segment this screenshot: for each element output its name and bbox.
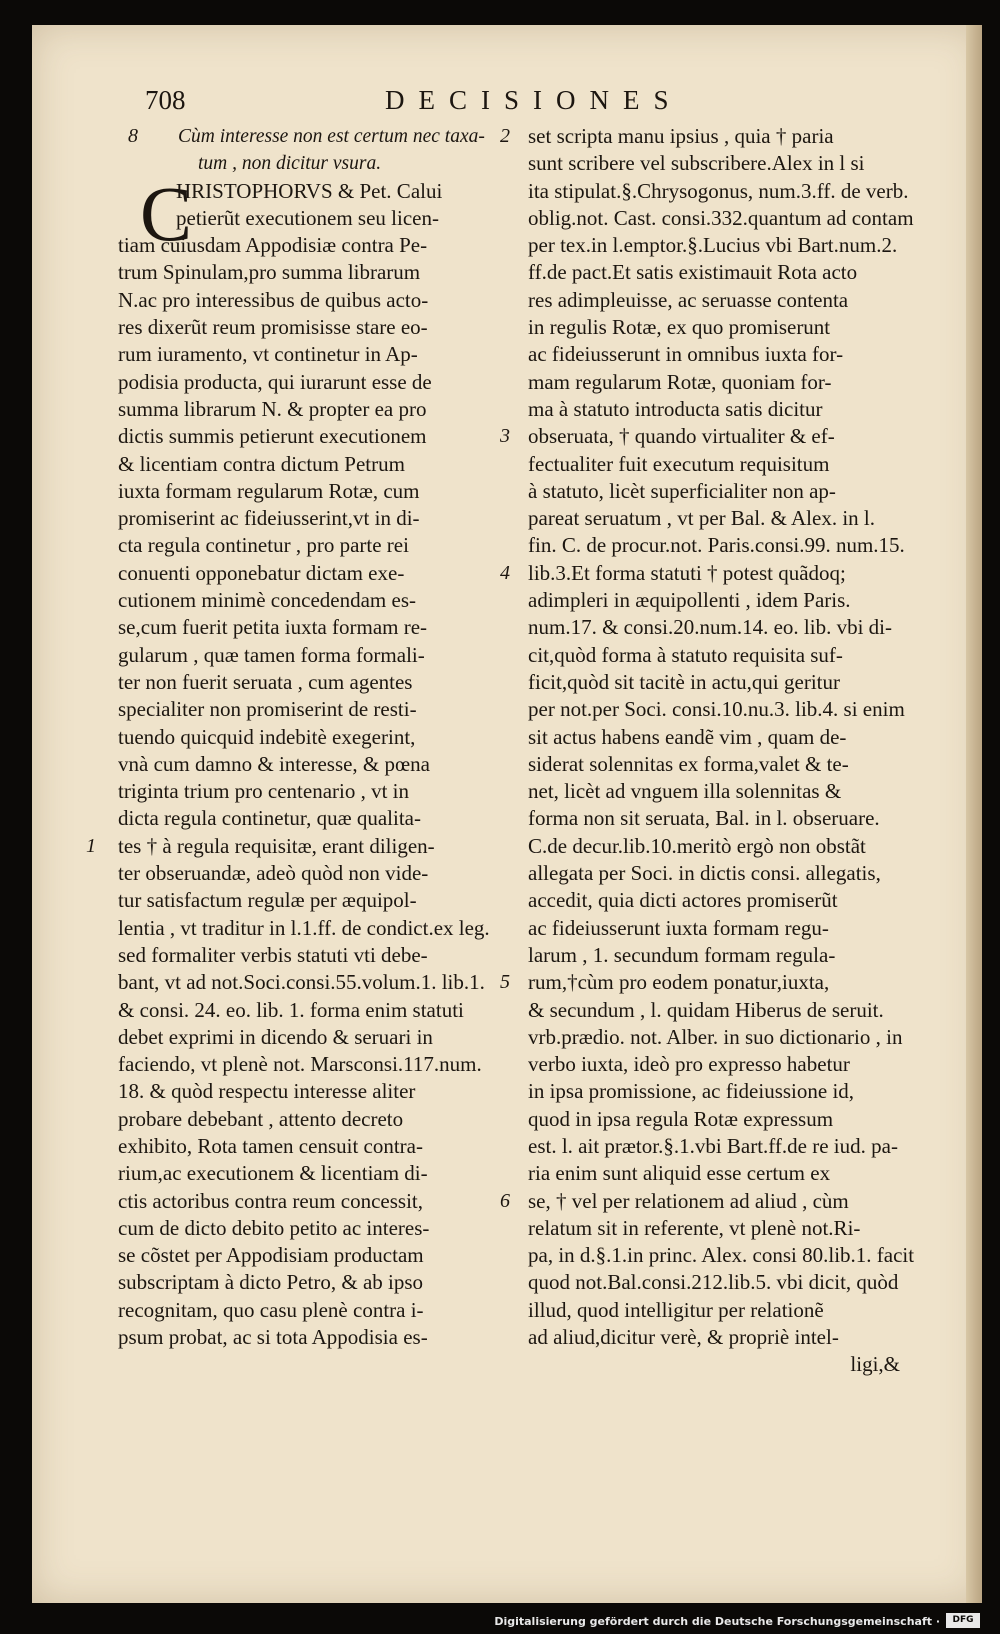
body-line: res dixerũt reum promisisse stare eo- (118, 315, 428, 340)
body-line: ac fideiusserunt in omnibus iuxta for- (528, 342, 844, 367)
page-edge (966, 25, 982, 1603)
body-line: fectualiter fuit executum requisitum (528, 451, 830, 476)
body-line: iuxta formam regularum Rotæ, cum (118, 478, 420, 503)
body-line: quod not.Bal.consi.212.lib.5. vbi dicit, quòd (528, 1270, 899, 1295)
page-number: 708 (145, 85, 186, 115)
body-line: mam regularum Rotæ, quoniam for- (528, 369, 832, 394)
body-line: ligi,& (850, 1352, 900, 1377)
body-line: rium,ac executionem & licentiam di- (118, 1161, 428, 1186)
running-title: DECISIONES (385, 85, 683, 115)
body-line: tuendo quicquid indebitè exegerint, (118, 724, 416, 749)
page-header (145, 85, 705, 119)
body-line: pa, in d.§.1.in princ. Alex. consi 80.lib.1. facit (528, 1243, 915, 1268)
body-line: & consi. 24. eo. lib. 1. forma enim statuti (118, 997, 464, 1022)
body-line: trum Spinulam,pro summa librarum (118, 260, 421, 285)
body-line: & secundum , l. quidam Hiberus de seruit. (528, 997, 884, 1022)
body-line: debet exprimi in dicendo & seruari in (118, 1024, 433, 1049)
body-line: faciendo, vt plenè not. Marsconsi.117.num. (118, 1052, 482, 1077)
body-line: summa librarum N. & propter ea pro (118, 396, 427, 421)
body-line: cutionem minimè concedendam es- (118, 588, 416, 613)
body-line: rum iuramento, vt continetur in Ap- (118, 342, 418, 367)
margin-note-number: 2 (500, 125, 510, 147)
body-line: promiserint ac fideiusserint,vt in di- (118, 506, 420, 531)
body-line: ria enim sunt aliquid esse certum ex (528, 1161, 831, 1186)
body-line: ff.de pact.Et satis existimauit Rota acto (528, 260, 858, 285)
body-line: petierũt executionem seu licen- (176, 205, 439, 230)
footer-credit: Digitalisierung gefördert durch die Deutsche Forschungsgemeinschaft · (494, 1615, 940, 1628)
body-line: cta regula continetur , pro parte rei (118, 533, 409, 558)
body-line: sunt scribere vel subscribere.Alex in l si (528, 151, 865, 176)
body-line: ter obseruandæ, adeò quòd non vide- (118, 861, 429, 886)
body-line: illud, quod intelligitur per relationẽ (528, 1297, 824, 1322)
dfg-logo: DFG (946, 1613, 980, 1628)
body-line: specialiter non promiserint de resti- (118, 697, 417, 722)
body-line: relatum sit in referente, vt plenè not.Ri- (528, 1215, 861, 1240)
body-line: accedit, quia dicti actores promiserũt (528, 888, 838, 913)
body-line: per tex.in l.emptor.§.Lucius vbi Bart.num.2. (528, 233, 898, 258)
body-line: bant, vt ad not.Soci.consi.55.volum.1. lib.1. (118, 970, 485, 995)
body-line: se cõstet per Appodisiam productam (118, 1243, 424, 1268)
body-line: podisia producta, qui iurarunt esse de (118, 369, 432, 394)
body-line: tes † à regula requisitæ, erant diligen- 1 (118, 833, 498, 860)
body-line: 18. & quòd respectu interesse aliter (118, 1079, 416, 1104)
body-line: siderat solennitas ex forma,valet & te- (528, 751, 849, 776)
body-line: res adimpleuisse, ac seruasse contenta (528, 287, 849, 312)
margin-note-number: 6 (500, 1189, 510, 1212)
body-line: exhibito, Rota tamen censuit contra- (118, 1133, 423, 1158)
body-line: verbo iuxta, ideò pro expresso habetur (528, 1052, 850, 1077)
body-line: per not.per Soci. consi.10.nu.3. lib.4. si enim (528, 697, 905, 722)
body-line: oblig.not. Cast. consi.332.quantum ad contam (528, 205, 914, 230)
body-line: num.17. & consi.20.num.14. eo. lib. vbi di- (528, 615, 892, 640)
body-line: rum,†cùm pro eodem ponatur,iuxta, 5 (528, 969, 920, 996)
body-line: gularum , quæ tamen forma formali- (118, 642, 425, 667)
body-line: tur satisfactum regulæ per æquipol- (118, 888, 417, 913)
body-line: quod in ipsa regula Rotæ expressum (528, 1106, 834, 1131)
body-line: net, licèt ad vnguem illa solennitas & (528, 779, 842, 804)
right-column (500, 123, 920, 1379)
drop-cap: C (140, 170, 193, 257)
body-line: allegata per Soci. in dictis consi. allegatis, (528, 861, 881, 886)
body-line: vnà cum damno & interesse, & pœna (118, 751, 431, 776)
body-line: ac fideiusserunt iuxta formam regu- (528, 915, 829, 940)
body-line: pareat seruatum , vt per Bal. & Alex. in l. (528, 506, 875, 531)
body-line: ctis actoribus contra reum concessit, (118, 1188, 423, 1213)
body-line: à statuto, licèt superficialiter non ap- (528, 478, 836, 503)
body-line: sit actus habens eandẽ vim , quam de- (528, 724, 847, 749)
body-line: cum de dicto debito petito ac interes- (118, 1215, 430, 1240)
body-line: conuenti opponebatur dictam exe- (118, 560, 405, 585)
body-line: recognitam, quo casu plenè contra i- (118, 1297, 424, 1322)
margin-note-number: 5 (500, 971, 510, 994)
body-line: in regulis Rotæ, ex quo promiserunt (528, 315, 831, 340)
body-line: est. l. ait prætor.§.1.vbi Bart.ff.de re iud. pa- (528, 1133, 898, 1158)
body-line: N.ac pro interessibus de quibus acto- (118, 287, 429, 312)
body-line: probare debebant , attento decreto (118, 1106, 404, 1131)
summary-line: Cùm interesse non est certum nec taxa- 8 (118, 123, 498, 150)
body-line: tiam cuiusdam Appodisiæ contra Pe- (118, 233, 428, 258)
body-line: se, † vel per relationem ad aliud , cùm 6 (528, 1188, 920, 1215)
body-line: triginta trium pro centenario , vt in (118, 779, 410, 804)
body-line: dictis summis petierunt executionem (118, 424, 427, 449)
body-line: se,cum fuerit petita iuxta formam re- (118, 615, 428, 640)
body-line: set scripta manu ipsius , quia † paria 2 (528, 123, 920, 150)
body-line: in ipsa promissione, ac fideiussione id, (528, 1079, 855, 1104)
body-line: fin. C. de procur.not. Paris.consi.99. num.15. (528, 533, 905, 558)
body-line: cit,quòd forma à statuto requisita suf- (528, 642, 843, 667)
body-line: sed formaliter verbis statuti vti debe- (118, 942, 428, 967)
body-line: psum probat, ac si tota Appodisia es- (118, 1325, 428, 1350)
margin-note-number: 3 (500, 425, 510, 448)
body-line: ad aliud,dicitur verè, & propriè intel- (528, 1325, 839, 1350)
margin-note-number: 4 (500, 561, 510, 584)
summary-line: tum , non dicitur vsura. (198, 153, 382, 175)
body-line: HRISTOPHORVS & Pet. Calui (176, 178, 443, 203)
body-line: lib.3.Et forma statuti † potest quãdoq; 4 (528, 560, 920, 587)
body-line: obseruata, † quando virtualiter & ef- 3 (528, 423, 920, 450)
body-line: larum , 1. secundum formam regula- (528, 942, 836, 967)
body-line: subscriptam à dicto Petro, & ab ipso (118, 1270, 424, 1295)
body-line: ma à statuto introducta satis dicitur (528, 396, 823, 421)
body-line: ter non fuerit seruata , cum agentes (118, 669, 413, 694)
body-line: ficit,quòd sit tacitè in actu,qui geritur (528, 669, 840, 694)
left-column (86, 123, 498, 1351)
summary-number: 8 (128, 125, 138, 147)
body-line: vrb.prædio. not. Alber. in suo dictionario , in (528, 1024, 903, 1049)
body-line: ita stipulat.§.Chrysogonus, num.3.ff. de verb. (528, 178, 909, 203)
body-line: dicta regula continetur, quæ qualita- (118, 806, 421, 831)
body-line: & licentiam contra dictum Petrum (118, 451, 405, 476)
footer-bar (0, 1608, 1000, 1634)
body-line: C.de decur.lib.10.meritò ergò non obstãt (528, 833, 866, 858)
margin-note-number: 1 (86, 834, 96, 857)
body-line: lentia , vt traditur in l.1.ff. de condict.ex leg. (118, 915, 490, 940)
body-line: adimpleri in æquipollenti , idem Paris. (528, 588, 851, 613)
body-line: forma non sit seruata, Bal. in l. obseruare. (528, 806, 880, 831)
